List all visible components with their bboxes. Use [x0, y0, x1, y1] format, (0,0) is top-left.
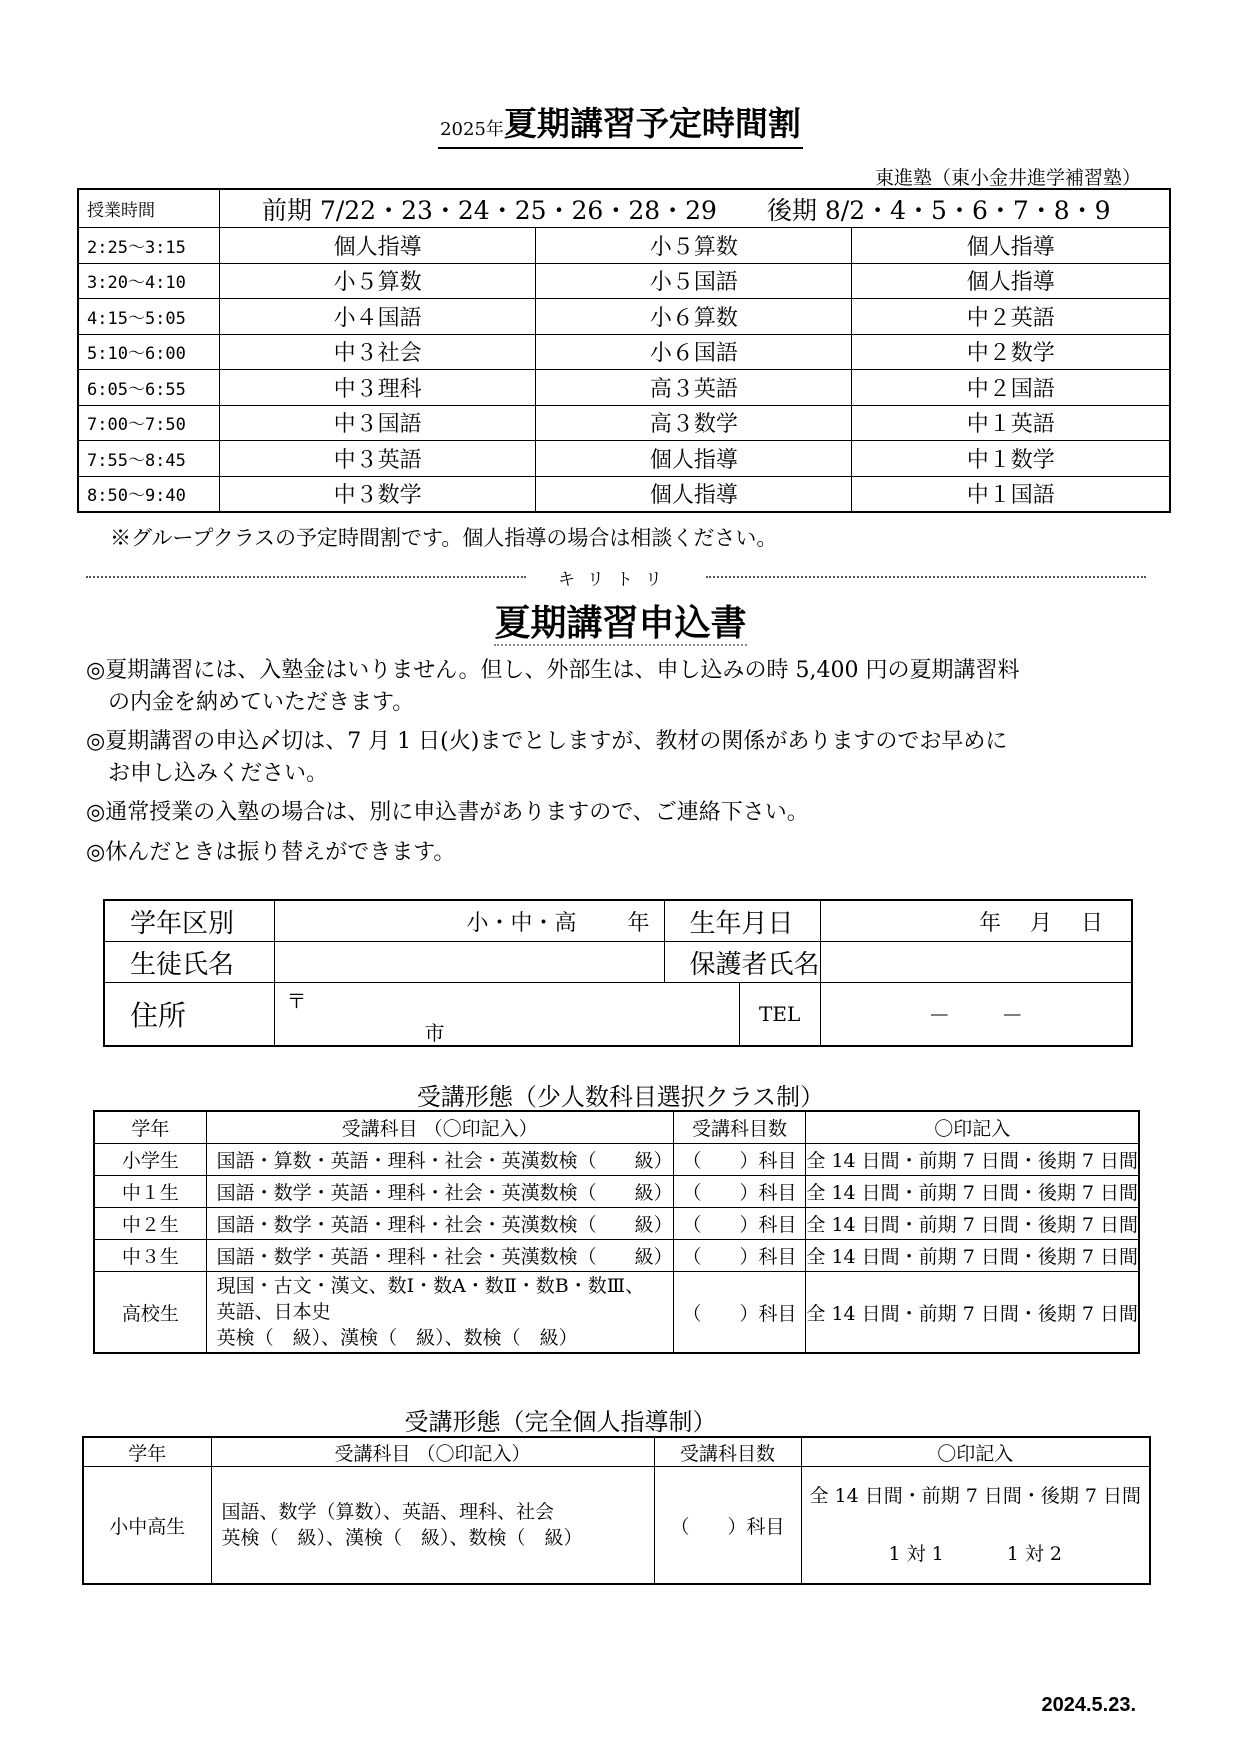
indiv-subjects-line: 国語、数学（算数）、英語、理科、社会: [221, 1501, 555, 1523]
high-subjects-line: 現国・古文・漢文、数Ⅰ・数A・数Ⅱ・数B・数Ⅲ、: [216, 1275, 645, 1297]
individual-course-row: [83, 1467, 1150, 1585]
schedule-cell: 中３数学: [220, 476, 536, 512]
student-name-field[interactable]: [274, 942, 664, 983]
course-count[interactable]: （ ）科目: [673, 1176, 806, 1208]
col-header-mark: 〇印記入: [801, 1437, 1150, 1467]
schedule-cell: 小４国語: [220, 299, 536, 335]
school-name: 東進塾（東小金井進学補習塾）: [874, 167, 1141, 189]
address-label: 住所: [104, 983, 274, 1047]
course-count[interactable]: （ ）科目: [654, 1467, 801, 1585]
birth-field[interactable]: 年 月 日: [820, 900, 1132, 942]
course-count[interactable]: （ ）科目: [673, 1272, 806, 1354]
schedule-cell: 中１数学: [852, 441, 1170, 477]
form-title: [0, 595, 1241, 646]
schedule-cell: 個人指導: [536, 441, 852, 477]
course-period[interactable]: 全 14 日間・前期 7 日間・後期 7 日間: [806, 1176, 1139, 1208]
app-row-address: [104, 983, 1132, 1047]
group-course-row: [94, 1144, 1139, 1176]
cut-label: キリトリ: [558, 570, 674, 590]
course-subjects[interactable]: 国語・数学・英語・理科・社会・英漢数検（ 級）: [206, 1208, 673, 1240]
schedule-cell: 高３数学: [536, 405, 852, 441]
course-grade: 中３生: [94, 1240, 206, 1272]
group-course-row: [94, 1176, 1139, 1208]
schedule-cell: 中３社会: [220, 334, 536, 370]
title-main: 夏期講習予定時間割: [503, 104, 801, 143]
grade-field[interactable]: 小・中・高 年: [274, 900, 664, 942]
tel-field[interactable]: － －: [820, 983, 1132, 1047]
schedule-cell: 中３理科: [220, 370, 536, 406]
high-subjects-line: 英語、日本史: [216, 1301, 331, 1323]
guardian-name-label: 保護者氏名: [664, 942, 820, 983]
schedule-cell: 個人指導: [220, 228, 536, 264]
course-grade: 中１生: [94, 1176, 206, 1208]
application-table: [103, 899, 1133, 1047]
group-course-row-high: [94, 1272, 1139, 1354]
notice-line: ◎通常授業の入塾の場合は、別に申込書がありますので、ご連絡下さい。: [86, 800, 809, 825]
individual-course-table: [82, 1436, 1151, 1585]
guardian-name-field[interactable]: [820, 942, 1132, 983]
schedule-cell: 中１国語: [852, 476, 1170, 512]
title-year: 2025年: [440, 119, 504, 140]
schedule-time: 7:00～7:50: [78, 405, 220, 441]
course-subjects[interactable]: 国語・数学・英語・理科・社会・英漢数検（ 級）: [206, 1176, 673, 1208]
schedule-time: 2:25～3:15: [78, 228, 220, 264]
col-header-count: 受講科目数: [654, 1437, 801, 1467]
page-title: [0, 98, 1241, 149]
course-subjects-high[interactable]: [206, 1272, 673, 1354]
schedule-cell: 個人指導: [536, 476, 852, 512]
schedule-cell: 個人指導: [852, 263, 1170, 299]
student-name-label: 生徒氏名: [104, 942, 274, 983]
schedule-row: [78, 405, 1170, 441]
city-mark: 市: [424, 1021, 445, 1045]
notice-line: ◎休んだときは振り替えができます。: [86, 840, 456, 865]
app-row-grade: [104, 900, 1132, 942]
schedule-row: [78, 299, 1170, 335]
form-title-text: 夏期講習申込書: [494, 602, 747, 644]
schedule-header-label: 授業時間: [78, 189, 220, 228]
schedule-time: 8:50～9:40: [78, 476, 220, 512]
document-date: 2024.5.23.: [1041, 1694, 1136, 1716]
schedule-cell: 小５国語: [536, 263, 852, 299]
tel-label: TEL: [739, 983, 820, 1047]
course-period[interactable]: 全 14 日間・前期 7 日間・後期 7 日間: [806, 1272, 1139, 1354]
schedule-cell: 小６算数: [536, 299, 852, 335]
individual-course-title: 受講形態（完全個人指導制）: [404, 1408, 717, 1436]
course-period[interactable]: 全 14 日間・前期 7 日間・後期 7 日間: [806, 1208, 1139, 1240]
individual-course-header: [83, 1437, 1150, 1467]
schedule-cell: 個人指導: [852, 228, 1170, 264]
schedule-cell: 中２数学: [852, 334, 1170, 370]
schedule-row: [78, 476, 1170, 512]
col-header-subjects: 受講科目 （〇印記入）: [211, 1437, 654, 1467]
schedule-table: [77, 188, 1171, 513]
course-grade: 中２生: [94, 1208, 206, 1240]
schedule-time: 7:55～8:45: [78, 441, 220, 477]
schedule-row: [78, 228, 1170, 264]
col-header-subjects: 受講科目 （〇印記入）: [206, 1111, 673, 1144]
schedule-time: 5:10～6:00: [78, 334, 220, 370]
schedule-time: 4:15～5:05: [78, 299, 220, 335]
schedule-terms: 前期 7/22・23・24・25・26・28・29 後期 8/2・4・5・6・7・8・9: [220, 189, 1171, 228]
notice-line: お申し込みください。: [86, 761, 329, 786]
high-subjects-line: 英検（ 級）、漢検（ 級）、数検（ 級）: [216, 1327, 578, 1349]
col-header-grade: 学年: [83, 1437, 211, 1467]
group-course-header: [94, 1111, 1139, 1144]
schedule-cell: 中３国語: [220, 405, 536, 441]
course-grade: 高校生: [94, 1272, 206, 1354]
app-row-name: [104, 942, 1132, 983]
col-header-count: 受講科目数: [673, 1111, 806, 1144]
grade-label: 学年区別: [104, 900, 274, 942]
col-header-grade: 学年: [94, 1111, 206, 1144]
course-count[interactable]: （ ）科目: [673, 1208, 806, 1240]
schedule-cell: 小５算数: [220, 263, 536, 299]
course-grade: 小中高生: [83, 1467, 211, 1585]
schedule-row: [78, 370, 1170, 406]
course-grade: 小学生: [94, 1144, 206, 1176]
birth-label: 生年月日: [664, 900, 820, 942]
group-course-title: 受講形態（少人数科目選択クラス制）: [416, 1083, 825, 1111]
notice-line: ◎夏期講習の申込〆切は、7 月 1 日(火)までとしますが、教材の関係がありますのでお早めに: [86, 729, 1008, 754]
course-period[interactable]: 全 14 日間・前期 7 日間・後期 7 日間: [806, 1144, 1139, 1176]
schedule-cell: 中２英語: [852, 299, 1170, 335]
notice-line: の内金を納めていただきます。: [86, 690, 415, 715]
course-ratio[interactable]: 1 対 1 1 対 2: [888, 1543, 1063, 1565]
group-course-row: [94, 1208, 1139, 1240]
course-subjects[interactable]: 国語・算数・英語・理科・社会・英漢数検（ 級）: [206, 1144, 673, 1176]
course-count[interactable]: （ ）科目: [673, 1240, 806, 1272]
schedule-row: [78, 263, 1170, 299]
group-course-table: [93, 1110, 1140, 1354]
course-period-cell[interactable]: [801, 1467, 1150, 1585]
course-count[interactable]: （ ）科目: [673, 1144, 806, 1176]
col-header-mark: 〇印記入: [806, 1111, 1139, 1144]
course-period[interactable]: 全 14 日間・前期 7 日間・後期 7 日間: [806, 1240, 1139, 1272]
indiv-subjects-line: 英検（ 級）、漢検（ 級）、数検（ 級）: [221, 1527, 583, 1549]
schedule-time: 3:20～4:10: [78, 263, 220, 299]
address-field[interactable]: [274, 983, 739, 1047]
schedule-header-row: [78, 189, 1170, 228]
schedule-row: [78, 334, 1170, 370]
group-course-row: [94, 1240, 1139, 1272]
schedule-row: [78, 441, 1170, 477]
schedule-time: 6:05～6:55: [78, 370, 220, 406]
course-subjects[interactable]: 国語・数学・英語・理科・社会・英漢数検（ 級）: [206, 1240, 673, 1272]
cut-line: [86, 567, 1146, 590]
course-subjects[interactable]: [211, 1467, 654, 1585]
schedule-cell: 高３英語: [536, 370, 852, 406]
course-period[interactable]: 全 14 日間・前期 7 日間・後期 7 日間: [809, 1485, 1142, 1507]
schedule-cell: 小６国語: [536, 334, 852, 370]
schedule-cell: 小５算数: [536, 228, 852, 264]
schedule-cell: 中３英語: [220, 441, 536, 477]
schedule-note: ※グループクラスの予定時間割です。個人指導の場合は相談ください。: [110, 526, 778, 550]
schedule-cell: 中１英語: [852, 405, 1170, 441]
postal-mark: 〒: [286, 989, 307, 1013]
schedule-cell: 中２国語: [852, 370, 1170, 406]
notice-line: ◎夏期講習には、入塾金はいりません。但し、外部生は、申し込みの時 5,400 円の夏期講習料: [86, 658, 1020, 683]
